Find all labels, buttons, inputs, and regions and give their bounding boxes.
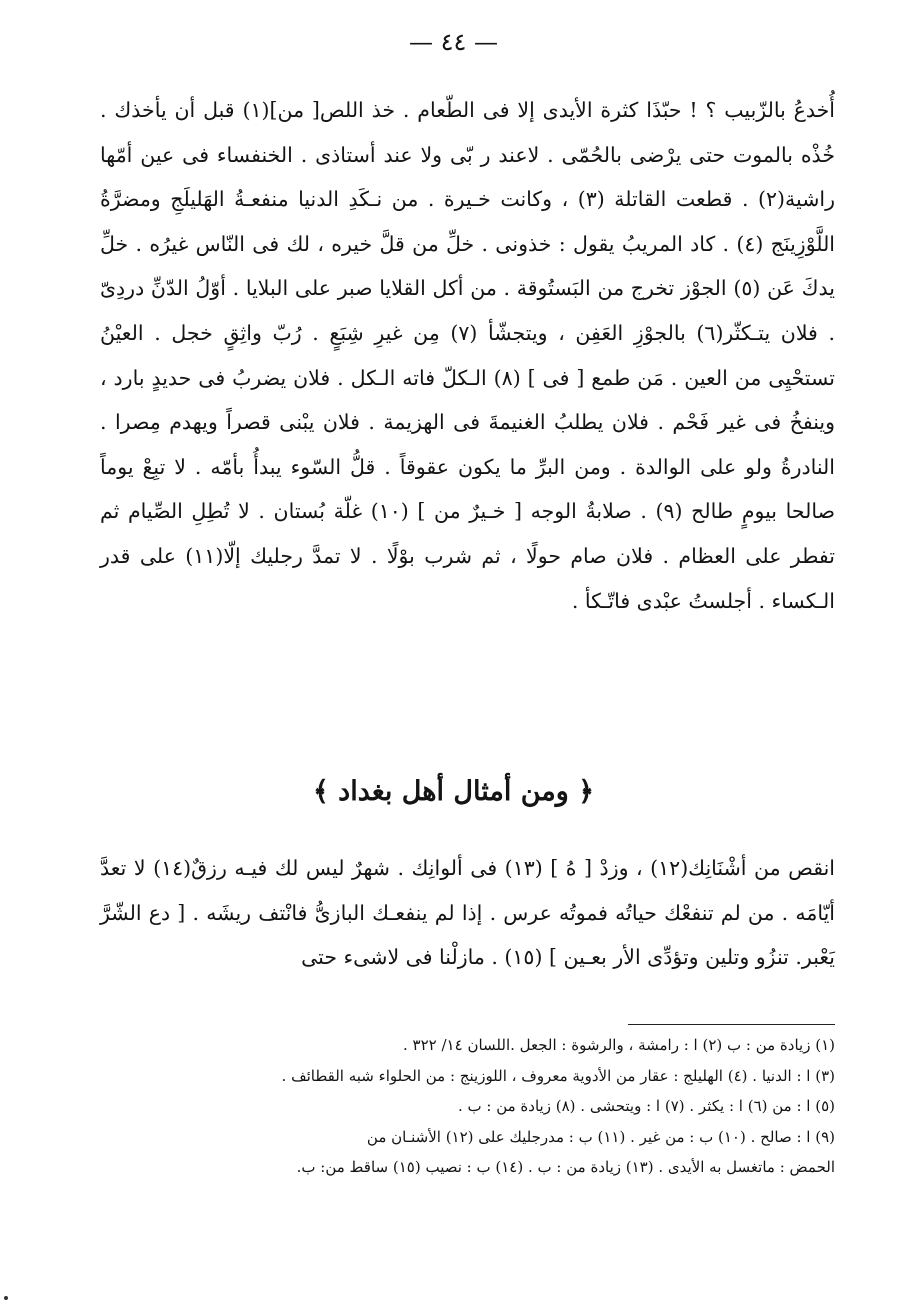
page-number: — ٤٤ — (408, 28, 499, 56)
footnote-line: (٥) ا : من (٦) ا : يكثر . (٧) ا : ويتحشى . (٨) زيادة من : ب . (457, 1097, 835, 1115)
section-text (100, 846, 835, 980)
section-heading: ﴿ ومن أمثال أهل بغداد ﴾ (312, 776, 595, 807)
body-text (100, 88, 835, 623)
proverbs-paragraph: أُخدعُ بالزّبيب ؟ ! حبّذَا كثرة الأيدى إلا فى الطّعام . خذ اللص[ من](١) قبل أن يأخذك . خُذْه بالموت حتى يرْضى بالحُمّى . لاعند ر بّى ولا عند أستاذى . الخنفساء فى عين أمّها راشية(٢) . قطعت القاتلة (٣) ، وكانت خـيرة . من نـكَدِ الدنيا منفعـةُ الهَليلَجِ ومضرَّةُ اللَّوْزِينَج (٤) . كاد المريبُ يقول : خذونى . خلِّ من قلَّ خيره ، لك فى النّاس غيرُه . خلِّ يدكَ عَن (٥) الجوْز تخرج من البَستُوقة . من أكل القلايا صبر على البلايا . أوّلُ الدّنِّ دردِىّ . فلان يتـكثّر(٦) بالجوْزِ العَفِن ، ويتجشّأ (٧) مِن غيرِ شِبَعٍ . رُبّ واثِقٍ خجل . العيْنُ تستحْيِى من العين . مَن طمع [ فى ] (٨) الـكلّ فاته الـكل . فلان يضربُ فى حديدٍ بارد ، وينفخُ فى غير فَحْم . فلان يطلبُ الغنيمةَ فى الهزيمة . فلان يبْنى قصراً ويهدم مِصرا . النادرةُ ولو على الوالدة . ومن البرِّ ما يكون عقوقاً . قلُّ السّوء يبدأُ بأمّه . لا تبِعْ يوماً صالحا بيومٍ طالح (٩) . صلابةُ الوجه [ خـيرٌ من ] (١٠) غلّة بُستان . لا تُطِلِ الصِّيام ثم تفطر على العظام . فلان صام حولًا ، ثم شرب بوْلًا . لا تمدَّ رجليك إلّا(١١) على قدر الـكساء . أجلستُ عبْدى فاتّـكأ . (100, 98, 836, 613)
footnote-separator (628, 1024, 835, 1025)
footnote-line: (٣) ا : الدنيا . (٤) الهليلج : عقار من الأدوية معروف ، اللوزينج : من الحلواء شبه القطائف . (281, 1066, 835, 1085)
scan-speck (4, 1296, 8, 1300)
baghdad-proverbs-paragraph: انقص من أشْنَانِك(١٢) ، وزدْ [ هُ ] (١٣) فى ألوانِك . شهرٌ ليس لك فيـه رزقٌ(١٤) لا تعدَّ أيّامَه . من لم تنفعْك حياتُه فموتُه عرس . إذا لم ينفعـك البازىُّ فانْتف ريشَه . [ دع الشّرَّ يَعْبر. تنزُو وتلين وتؤدِّى الأر بعـين ] (١٥) . مازلْنا فى لاشىء حتى (100, 856, 835, 970)
footnote-line: (٩) ا : صالح . (١٠) ب : من غير . (١١) ب : مدرجليك على (١٢) الأشنـان من (366, 1127, 835, 1146)
footnote-line: (١) زيادة من : ب (٢) ا : رامشة ، والرشوة : الجعل .اللسان ١٤/ ٣٢٢ . (403, 1036, 835, 1054)
footnotes (100, 1030, 835, 1183)
footnote-line: الحمض : ماتغسل به الأيدى . (١٣) زيادة من : ب . (١٤) ب : نصيب (١٥) ساقط من: ب. (296, 1158, 835, 1176)
